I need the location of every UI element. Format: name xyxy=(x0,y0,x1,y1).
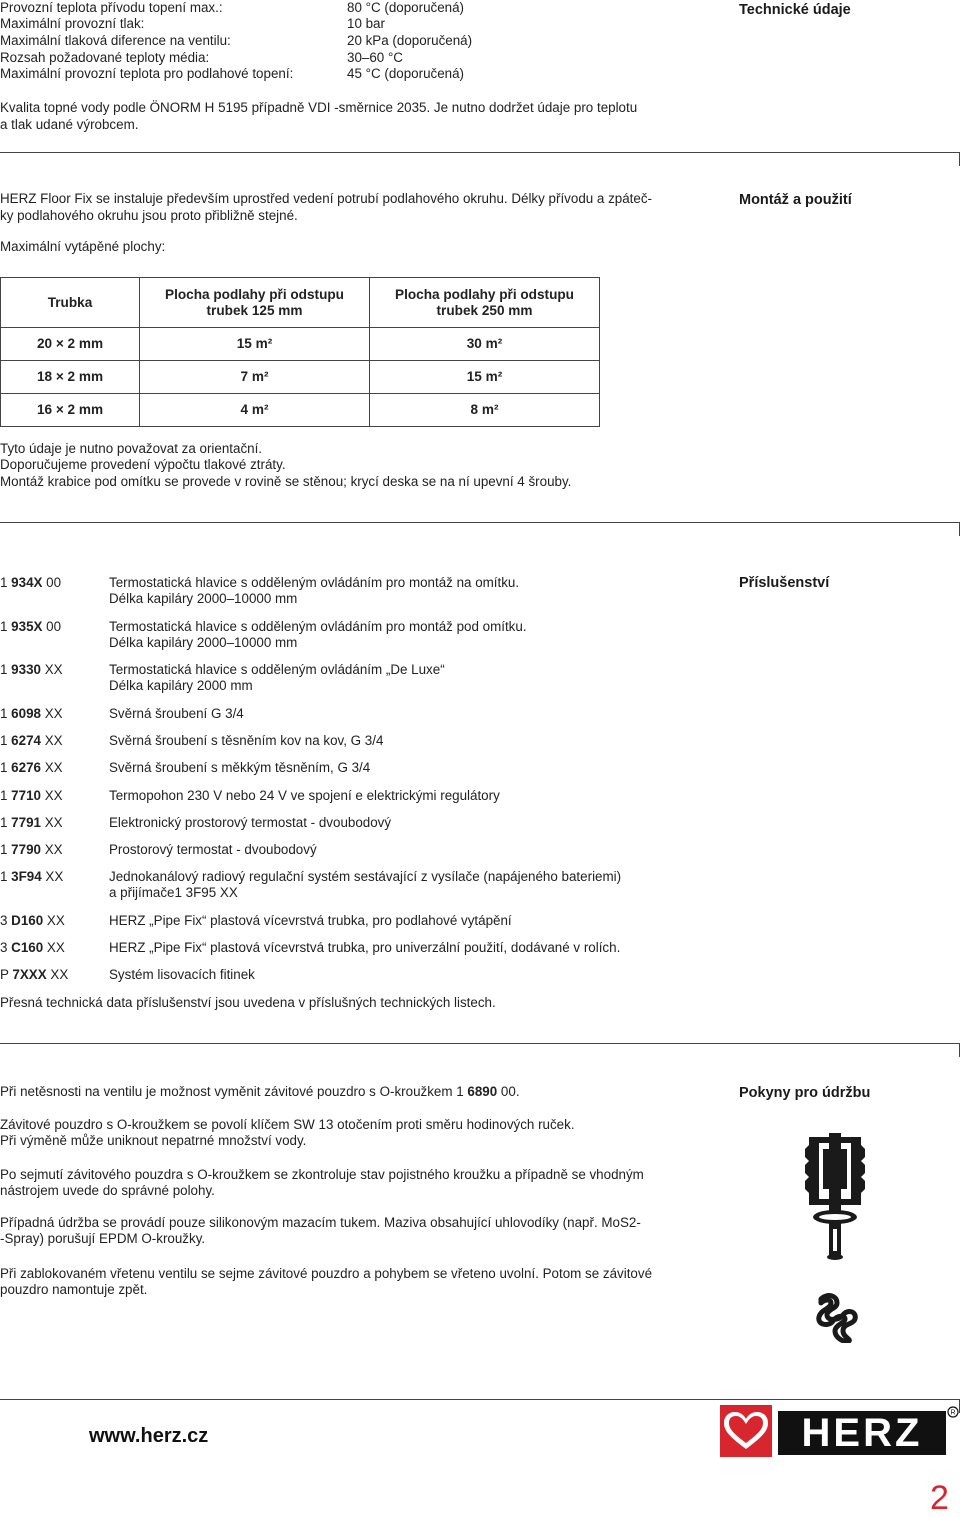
section-heading-technical: Technické údaje xyxy=(739,2,851,18)
table-cell: 16 × 2 mm xyxy=(1,394,140,427)
article-number: 1 7710 XX xyxy=(0,788,63,803)
install-note: Montáž krabice pod omítku se provede v rovině se stěnou; krycí deska se na ní upevní 4 šrouby. xyxy=(0,474,572,489)
table-cell: 18 × 2 mm xyxy=(1,361,140,394)
maintenance-paragraph: Závitové pouzdro s O-kroužkem se povolí klíčem SW 13 otočením proti směru hodinových ruček. Při výměně může uniknout nepatrné množství vody. xyxy=(0,1117,575,1148)
spec-value: 20 kPa (doporučená) xyxy=(347,33,473,48)
section-divider xyxy=(0,152,960,153)
table-cell: 15 m² xyxy=(370,361,600,394)
article-description: Termostatická hlavice s odděleným ovládáním pro montáž na omítku. Délka kapiláry 2000–10000 mm xyxy=(109,575,520,606)
table-header: Plocha podlahy při odstupu trubek 250 mm xyxy=(370,278,600,328)
section-divider xyxy=(0,1399,960,1400)
spec-label: Maximální tlaková diference na ventilu: xyxy=(0,33,231,48)
water-quality-note-2: a tlak udané výrobcem. xyxy=(0,117,139,132)
article-description: HERZ „Pipe Fix“ plastová vícevrstvá trubka, pro univerzální použití, dodávané v rolích. xyxy=(109,940,621,955)
article-description: Svěrná šroubení s měkkým těsněním, G 3/4 xyxy=(109,760,371,775)
article-number: 3 C160 XX xyxy=(0,940,65,955)
accessories-footnote: Přesná technická data příslušenství jsou uvedena v příslušných technických listech. xyxy=(0,995,496,1010)
install-text-2: ky podlahového okruhu jsou proto přibližně stejné. xyxy=(0,208,298,223)
section-heading-install: Montáž a použití xyxy=(739,192,852,208)
article-number: 1 9330 XX xyxy=(0,662,63,677)
heated-area-table xyxy=(0,277,600,427)
spec-value: 10 bar xyxy=(347,16,385,31)
spec-label: Rozsah požadované teploty média: xyxy=(0,50,210,65)
table-cell: 4 m² xyxy=(140,394,370,427)
article-number: 1 7791 XX xyxy=(0,815,63,830)
article-number: P 7XXX XX xyxy=(0,967,69,982)
spec-label: Maximální provozní teplota pro podlahové topení: xyxy=(0,66,294,81)
table-cell: 15 m² xyxy=(140,328,370,361)
spec-value: 80 °C (doporučená) xyxy=(347,0,465,15)
table-cell: 30 m² xyxy=(370,328,600,361)
spec-label: Maximální provozní tlak: xyxy=(0,16,145,31)
article-description: Termostatická hlavice s odděleným ovládáním „De Luxe“ Délka kapiláry 2000 mm xyxy=(109,662,445,693)
section-heading-accessories: Příslušenství xyxy=(739,575,830,591)
article-description: Termopohon 230 V nebo 24 V ve spojení e elektrickými regulátory xyxy=(109,788,500,803)
maintenance-paragraph: Po sejmutí závitového pouzdra s O-kroužkem se zkontroluje stav pojistného kroužku a případně se vhodným nástrojem uvede do správné polohy. xyxy=(0,1167,644,1198)
table-header: Trubka xyxy=(1,278,140,328)
install-text: HERZ Floor Fix se instaluje především uprostřed vedení potrubí podlahového okruhu. Délky přívodu a zpáteč- xyxy=(0,191,653,206)
website-link[interactable]: www.herz.cz xyxy=(89,1425,209,1447)
article-number: 1 935X 00 xyxy=(0,619,62,634)
page-number: 2 xyxy=(930,1479,949,1517)
table-header-row xyxy=(1,278,600,328)
spec-label: Provozní teplota přívodu topení max.: xyxy=(0,0,223,15)
table-row xyxy=(1,394,600,427)
table-row xyxy=(1,361,600,394)
table-header: Plocha podlahy při odstupu trubek 125 mm xyxy=(140,278,370,328)
water-quality-note: Kvalita topné vody podle ÖNORM H 5195 případně VDI -směrnice 2035. Je nutno dodržet údaje pro teplotu xyxy=(0,100,638,115)
section-divider xyxy=(0,1043,960,1044)
article-number: 3 D160 XX xyxy=(0,913,65,928)
article-description: Termostatická hlavice s odděleným ovládáním pro montáž pod omítku. Délka kapiláry 2000–10000 mm xyxy=(109,619,527,650)
article-description: Svěrná šroubení G 3/4 xyxy=(109,706,244,721)
table-cell: 7 m² xyxy=(140,361,370,394)
table-row xyxy=(1,328,600,361)
max-area-label: Maximální vytápěné plochy: xyxy=(0,239,166,254)
table-cell: 20 × 2 mm xyxy=(1,328,140,361)
article-description: HERZ „Pipe Fix“ plastová vícevrstvá trubka, pro podlahové vytápění xyxy=(109,913,512,928)
spec-value: 30–60 °C xyxy=(347,50,403,65)
article-number: 1 7790 XX xyxy=(0,842,63,857)
section-heading-maintenance: Pokyny pro údržbu xyxy=(739,1085,871,1101)
article-description: Elektronický prostorový termostat - dvoubodový xyxy=(109,815,392,830)
valve-insert-icon xyxy=(795,1133,875,1263)
retaining-ring-icon xyxy=(813,1293,859,1343)
article-description: Jednokanálový radiový regulační systém sestávající z vysílače (napájeného bateriemi) a přijímače1 3F95 XX xyxy=(109,869,622,900)
article-description: Svěrná šroubení s těsněním kov na kov, G 3/4 xyxy=(109,733,384,748)
svg-text:R: R xyxy=(950,1409,956,1417)
article-number: 1 6276 XX xyxy=(0,760,63,775)
maintenance-paragraph: Případná údržba se provádí pouze silikonovým mazacím tukem. Maziva obsahující uhlovodíky (např. MoS2- -Spray) porušují EPDM O-kroužky. xyxy=(0,1215,641,1246)
article-number: 1 3F94 XX xyxy=(0,869,64,884)
install-note: Doporučujeme provedení výpočtu tlakové ztráty. xyxy=(0,457,286,472)
article-number: 1 934X 00 xyxy=(0,575,62,590)
article-number: 1 6098 XX xyxy=(0,706,63,721)
maintenance-paragraph: Při zablokovaném vřetenu ventilu se sejme závitové pouzdro a pohybem se vřeteno uvolní. Potom se závitové pouzdro namontuje zpět. xyxy=(0,1266,653,1297)
table-cell: 8 m² xyxy=(370,394,600,427)
article-description: Systém lisovacích fitinek xyxy=(109,967,255,982)
section-divider xyxy=(0,522,960,523)
install-note: Tyto údaje je nutno považovat za orientační. xyxy=(0,441,263,456)
spec-value: 45 °C (doporučená) xyxy=(347,66,465,81)
article-description: Prostorový termostat - dvoubodový xyxy=(109,842,317,857)
maintenance-paragraph: Při netěsnosti na ventilu je možnost vyměnit závitové pouzdro s O-kroužkem 1 6890 00. xyxy=(0,1084,520,1099)
herz-wordmark: HERZ xyxy=(801,1411,923,1455)
article-number: 1 6274 XX xyxy=(0,733,63,748)
herz-logo xyxy=(716,1405,960,1461)
